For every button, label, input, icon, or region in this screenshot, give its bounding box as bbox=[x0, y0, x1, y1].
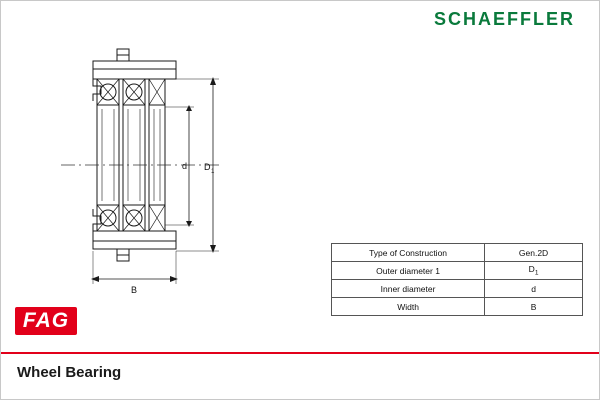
svg-text:1: 1 bbox=[211, 169, 215, 175]
svg-text:D: D bbox=[204, 162, 211, 172]
spec-value-subscript: 1 bbox=[534, 269, 539, 277]
schaeffler-wordmark: SCHAEFFLER bbox=[434, 9, 575, 29]
spec-value-text: d bbox=[531, 283, 536, 294]
spec-value bbox=[485, 262, 583, 280]
bearing-technical-drawing bbox=[61, 39, 321, 309]
spec-label: Inner diameter bbox=[332, 280, 485, 298]
dimension-label-width: B bbox=[131, 285, 138, 295]
fag-logo: FAG bbox=[15, 307, 77, 335]
spec-value-text: Gen.2D bbox=[518, 247, 549, 258]
spec-label: Width bbox=[332, 298, 485, 316]
table-row bbox=[332, 298, 583, 316]
dimension-label-inner-diameter: d bbox=[182, 161, 188, 171]
spec-value bbox=[485, 244, 583, 262]
spec-label: Type of Construction bbox=[332, 244, 485, 262]
table-row bbox=[332, 262, 583, 280]
spec-value bbox=[485, 298, 583, 316]
spec-value-text: D bbox=[528, 264, 535, 275]
spec-value bbox=[485, 280, 583, 298]
table-row bbox=[332, 280, 583, 298]
spec-value-text: B bbox=[530, 301, 537, 312]
spec-label: Outer diameter 1 bbox=[332, 262, 485, 280]
red-divider-rule bbox=[1, 352, 599, 354]
specification-table bbox=[331, 243, 583, 316]
page-title: Wheel Bearing bbox=[17, 364, 122, 381]
table-row bbox=[332, 244, 583, 262]
